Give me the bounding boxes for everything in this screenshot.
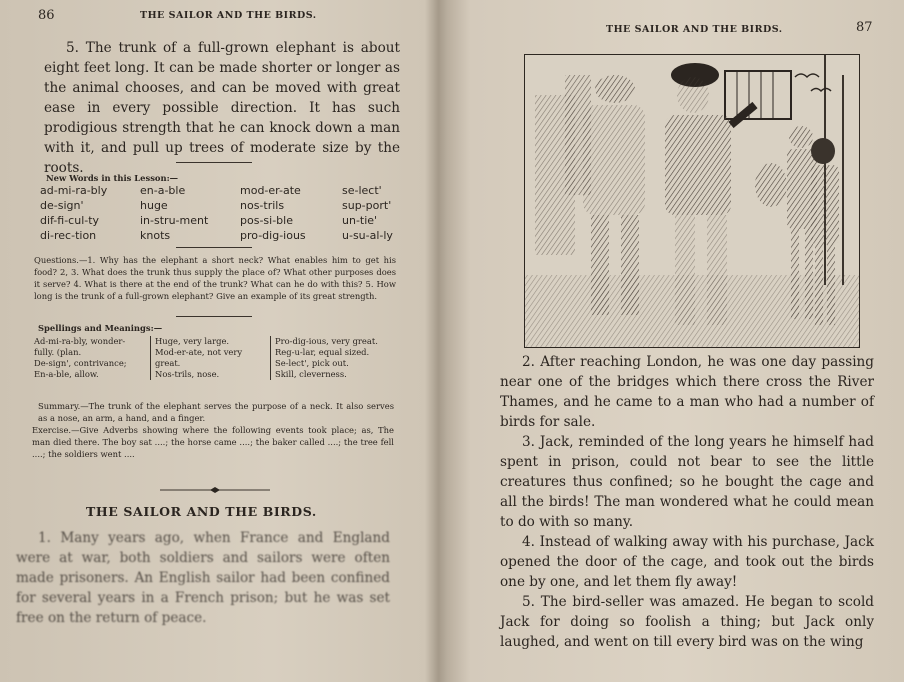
spelling-entry: Huge, very large. [155,336,230,346]
right-page [446,0,904,682]
summary-text: Summary.—The trunk of the elephant serves the purpose of a neck. It also serves as a nose, an arm, a hand, and a finger. [38,401,394,423]
spellings-label: Spellings and Meanings:— [38,323,163,333]
new-word: en-a-ble [140,184,186,197]
new-word: sup-port' [342,199,392,212]
paragraph-1-sailor: 1. Many years ago, when France and England were at war, both soldiers and sailors were often made prisoners. An English sailor had been confined for several years in a French prison; but he was set free on the return of peace. [16,530,390,626]
paragraph-2: 2. After reaching London, he was one day passing near one of the bridges which there cross the River Thames, and he came to a man who had a number of birds for sale. [500,354,874,430]
spelling-entry: Skill, cleverness. [275,369,347,379]
spellings-table [34,336,398,384]
new-word: pos-si-ble [240,214,293,227]
new-word: de-sign' [40,199,84,212]
new-word: nos-trils [240,199,285,212]
spelling-entry: fully. (plan. [34,347,82,357]
spellings-column [270,336,403,380]
page-number: 86 [38,8,55,23]
paragraph-3: 3. Jack, reminded of the long years he himself had spent in prison, could not bear to see the little creatures thus confined; so he bought the cage and all the birds! The man wondered what he could mean to do with so many. [500,434,874,530]
new-word: u-su-al-ly [342,229,393,242]
paragraph-5: 5. The bird-seller was amazed. He began to scold Jack for doing so foolish a thing; but Jack only laughed, and went on till every bird was on the wing [500,594,874,650]
spelling-entry: Mod-er-ate, not very [155,347,243,357]
spelling-entry: Se-lect', pick out. [275,358,349,368]
spelling-entry: En-a-ble, allow. [34,369,99,379]
divider [176,316,252,317]
divider [176,162,252,163]
spelling-entry: Ad-mi-ra-bly, wonder- [34,336,126,346]
new-word: di-rec-tion [40,229,97,242]
spelling-entry: Pro-dig-ious, very great. [275,336,378,346]
spelling-entry: Nos-trils, nose. [155,369,220,379]
spelling-entry: Reg-u-lar, equal sized. [275,347,370,357]
new-word: in-stru-ment [140,214,209,227]
new-word: knots [140,229,171,242]
running-head: THE SAILOR AND THE BIRDS. [140,10,317,21]
spellings-column [34,336,146,380]
new-word: huge [140,199,168,212]
new-word: pro-dig-ious [240,229,306,242]
left-page [0,0,432,682]
new-word: dif-fi-cul-ty [40,214,100,227]
ornament-divider [160,478,270,484]
page-number: 87 [856,20,873,35]
paragraph-4: 4. Instead of walking away with his purchase, Jack opened the door of the cage, and took out the birds one by one, and let them fly away! [500,534,874,590]
spellings-column [150,336,275,380]
new-word: mod-er-ate [240,184,301,197]
sailor-illustration [524,54,860,348]
spelling-entry: great. [155,358,181,368]
spelling-entry: De-sign', contrivance; [34,358,127,368]
new-words-label: New Words in this Lesson:— [46,173,179,183]
new-word: ad-mi-ra-bly [40,184,108,197]
running-head: THE SAILOR AND THE BIRDS. [606,24,783,35]
paragraph-5-elephant: 5. The trunk of a full-grown elephant is about eight feet long. It can be made shorter or longer as the animal chooses, and can be moved with great ease in every possible direction. It has such prodigious strength that he can knock down a man with it, and pull up trees of moderate size by the roots. [44,40,400,176]
new-word: un-tie' [342,214,378,227]
divider [176,247,252,248]
new-word: se-lect' [342,184,382,197]
section-title: THE SAILOR AND THE BIRDS. [86,504,317,519]
questions-text: Questions.—1. Why has the elephant a short neck? What enables him to get his food? 2, 3. What does the trunk thus supply the place of? What other purposes does it serve? 4. What is there at the end of the trunk? What can he do with this? 5. How long is the trunk of a full-grown elephant? Give an example of its great strength. [34,255,396,301]
new-words-grid [40,184,410,244]
exercise-text: Exercise.—Give Adverbs showing where the following events took place; as, The man died there. The boy sat ....; the horse came ....; the baker called ....; the tree fell ....; the soldiers went .... [32,425,394,459]
